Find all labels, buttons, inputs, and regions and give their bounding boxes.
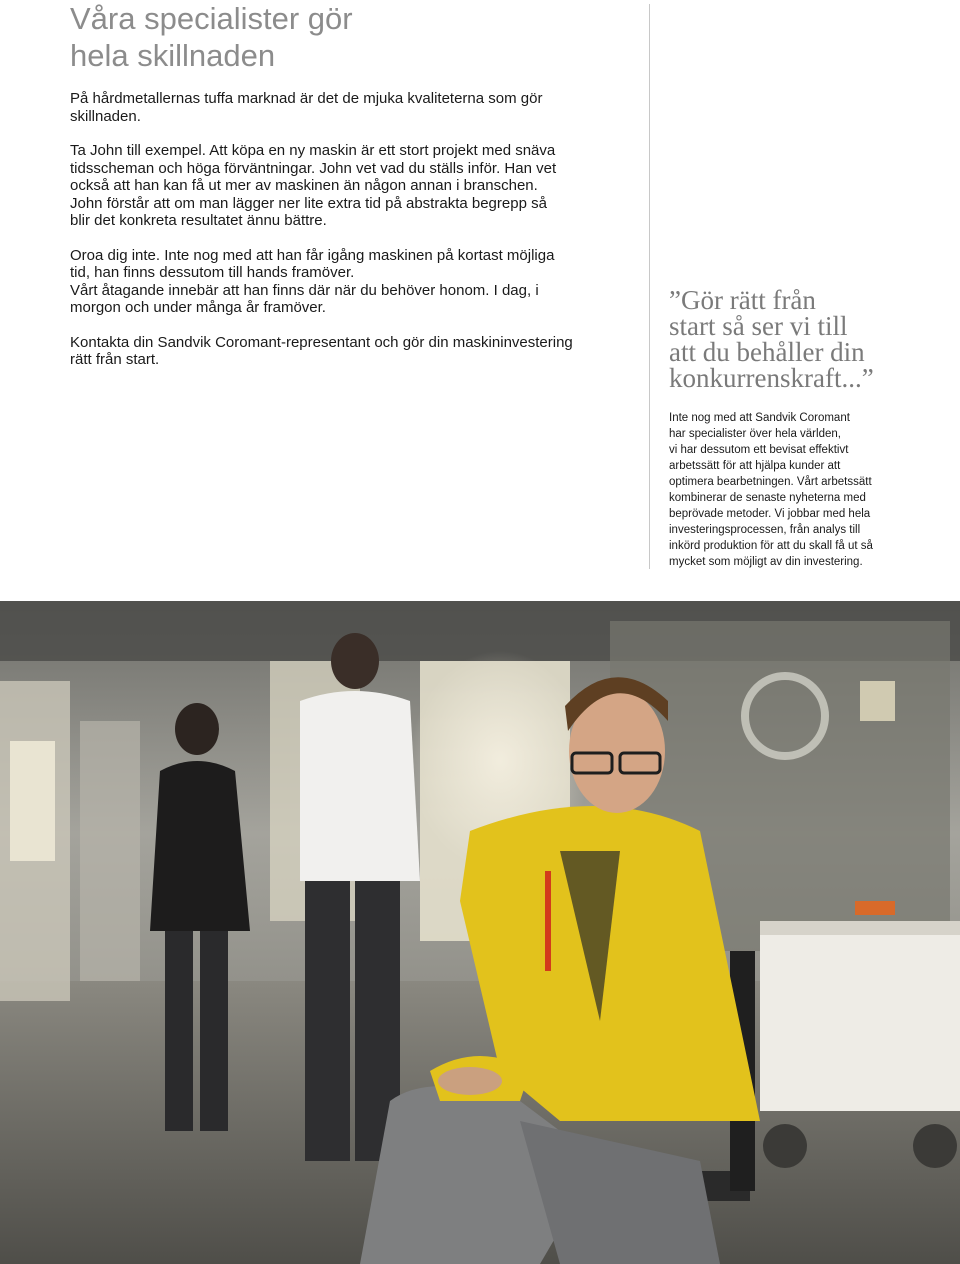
text-line: John förstår att om man lägger ner lite extra tid på abstrakta begrepp så xyxy=(70,194,547,212)
text-line: tid, han finns dessutom till hands framöver. xyxy=(70,264,355,281)
text-line: också att han kan få ut mer av maskinen än någon annan i branschen. xyxy=(70,177,538,194)
sidebar-line: investeringsprocessen, från analys till xyxy=(669,524,861,536)
text-line: Kontakta din Sandvik Coromant-representant och gör din maskininvestering xyxy=(70,333,573,351)
quote-line: start så ser vi till xyxy=(669,311,848,341)
quote-line: ”Gör rätt från xyxy=(669,285,816,315)
sidebar-line: vi har dessutom ett bevisat effektivt xyxy=(669,444,849,456)
text-line: tidsscheman och höga förväntningar. John vet vad du ställs inför. Han vet xyxy=(70,159,557,177)
quote-line: konkurrenskraft...” xyxy=(669,363,874,393)
john-paragraph xyxy=(70,142,630,230)
heading-line: hela skillnaden xyxy=(70,38,276,73)
pull-quote xyxy=(669,287,949,391)
workshop-photo xyxy=(0,601,960,1264)
contact-paragraph xyxy=(70,334,630,369)
sidebar-line: kombinerar de senaste nyheterna med xyxy=(669,492,866,504)
text-line: Oroa dig inte. Inte nog med att han får igång maskinen på kortast möjliga xyxy=(70,246,555,264)
heading-line: Våra specialister gör xyxy=(70,1,353,36)
sidebar-line: inkörd produktion för att du skall få ut så xyxy=(669,540,873,552)
sidebar-line: arbetssätt för att hjälpa kunder att xyxy=(669,460,841,472)
text-line: rätt från start. xyxy=(70,351,160,368)
quote-line: att du behåller din xyxy=(669,337,865,367)
worry-paragraph xyxy=(70,247,630,317)
body-text xyxy=(70,90,630,386)
sidebar-text xyxy=(669,410,939,570)
sidebar-line: har specialister över hela världen, xyxy=(669,428,841,440)
text-line: På hårdmetallernas tuffa marknad är det de mjuka kvaliteterna som gör xyxy=(70,90,543,107)
text-line: Ta John till exempel. Att köpa en ny maskin är ett stort projekt med snäva xyxy=(70,142,556,159)
sidebar-line: Inte nog med att Sandvik Coromant xyxy=(669,412,850,424)
text-line: skillnaden. xyxy=(70,107,141,125)
sidebar-line: optimera bearbetningen. Vårt arbetssätt xyxy=(669,476,872,488)
text-line: blir det konkreta resultatet ännu bättre. xyxy=(70,212,327,229)
sidebar-line: mycket som möjligt av din investering. xyxy=(669,556,863,568)
text-line: morgon och under många år framöver. xyxy=(70,299,326,316)
text-line: Vårt åtagande innebär att han finns där när du behöver honom. I dag, i xyxy=(70,281,539,299)
page-heading xyxy=(70,0,353,74)
column-divider xyxy=(649,4,650,569)
sidebar-line: beprövade metoder. Vi jobbar med hela xyxy=(669,508,871,520)
intro-paragraph xyxy=(70,90,630,125)
